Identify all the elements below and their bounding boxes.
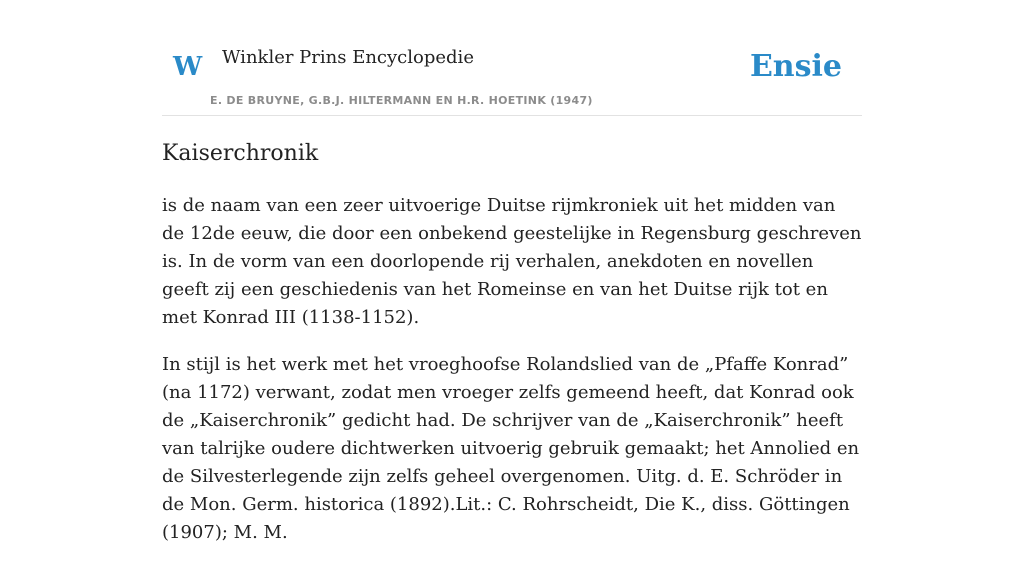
publication-header [162,0,862,116]
entry-body [162,192,862,566]
ensie-brand-logo[interactable]: Ensie [749,49,842,84]
publication-authors: E. DE BRUYNE, G.B.J. HILTERMANN EN H.R. HOETINK (1947) [210,94,593,107]
entry-paragraph: In stijl is het werk met het vroeghoofse Rolandslied van de „Pfaffe Konrad” (na 1172) verwant, zodat men vroeger zelfs gemeend heeft, dat Konrad ook de „Kaiserchronik” gedicht had. De schrijver van de „Kaiserchronik” heeft van talrijke oudere dichtwerken uitvoerig gebruik gemaakt; het Annolied en de Silvesterlegende zijn zelfs geheel overgenomen. Uitg. d. E. Schröder in de Mon. Germ. historica (1892).Lit.: C. Rohrscheidt, Die K., diss. Göttingen (1907); M. M. [162,354,860,543]
entry-paragraph: is de naam van een zeer uitvoerige Duitse rijmkroniek uit het midden van de 12de eeuw, die door een onbekend geestelijke in Regensburg geschreven is. In de vorm van een doorlopende rij verhalen, anekdoten en novellen geeft zij een geschiedenis van het Romeinse en van het Duitse rijk tot en met Konrad III (1138-1152). [162,195,862,328]
entry-title: Kaiserchronik [162,141,319,166]
winkler-prins-logo[interactable]: W [173,52,203,82]
publication-title[interactable]: Winkler Prins Encyclopedie [222,47,474,68]
article-page [162,0,862,543]
